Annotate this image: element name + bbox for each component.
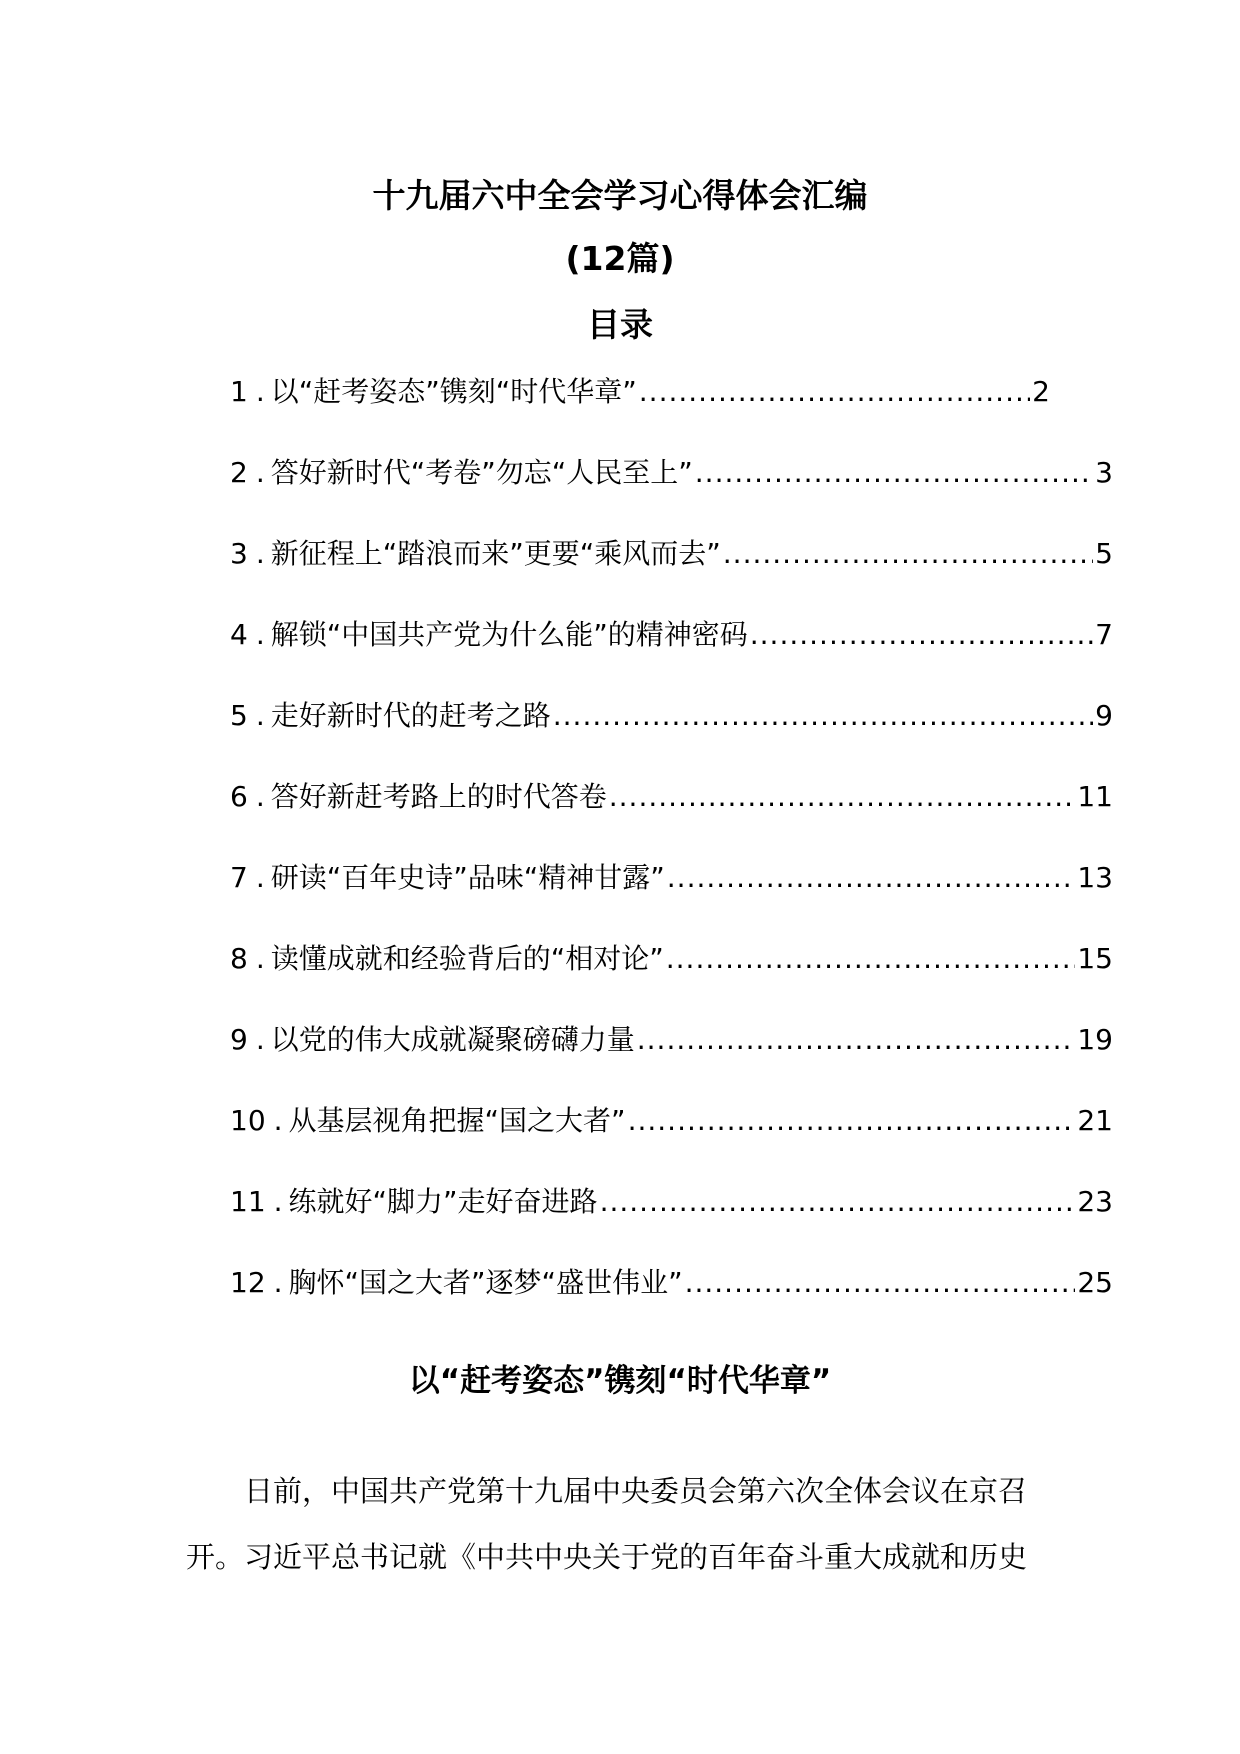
- toc-item-number: 7: [230, 861, 248, 894]
- toc-dot-leader: [600, 1182, 1076, 1222]
- toc-item-number: 1: [230, 375, 248, 408]
- toc-dot-leader: [667, 858, 1076, 898]
- toc-item-title: 研读“百年史诗”品味“精神甘露”: [270, 861, 665, 894]
- toc-dot-leader: [628, 1101, 1076, 1141]
- body-paragraph: [186, 1458, 1066, 1590]
- toc-item-page: 19: [1077, 1023, 1113, 1056]
- toc-item-page: 9: [1095, 699, 1113, 732]
- toc-item-page: 7: [1095, 618, 1113, 651]
- toc-item[interactable]: 6 . 答好新赶考路上的时代答卷 ..... 11: [230, 777, 1113, 858]
- toc-item-number: 10: [230, 1104, 266, 1137]
- toc-item-title: 答好新赶考路上的时代答卷: [270, 780, 607, 813]
- toc-item-title: 读懂成就和经验背后的“相对论”: [270, 942, 664, 975]
- toc-item[interactable]: 5 . 走好新时代的赶考之路 ..... 9: [230, 696, 1113, 777]
- toc-item-page: 25: [1077, 1266, 1113, 1299]
- paragraph-line: 日前，中国共产党第十九届中央委员会第六次全体会议在京召: [244, 1474, 1028, 1508]
- toc-item-title: 练就好“脚力”走好奋进路: [288, 1185, 598, 1218]
- document-subtitle: (12篇): [565, 239, 675, 278]
- toc-item[interactable]: 4 . 解锁“中国共产党为什么能”的精神密码 ..... 7: [230, 615, 1113, 696]
- toc-item-number: 9: [230, 1023, 248, 1056]
- toc-item-number: 12: [230, 1266, 266, 1299]
- toc-item-number: 8: [230, 942, 248, 975]
- toc-item-title: 答好新时代“考卷”勿忘“人民至上”: [270, 456, 693, 489]
- toc-dot-leader: [750, 615, 1093, 655]
- toc-item[interactable]: 8 . 读懂成就和经验背后的“相对论” ..... 15: [230, 939, 1113, 1020]
- toc-dot-leader: [666, 939, 1076, 979]
- toc-item-number: 4: [230, 618, 248, 651]
- toc-item-page: 3: [1095, 456, 1113, 489]
- toc-item-number: 3: [230, 537, 248, 570]
- toc-item-page: 13: [1077, 861, 1113, 894]
- toc-item-page: 11: [1077, 780, 1113, 813]
- toc-item-title: 以党的伟大成就凝聚磅礴力量: [270, 1023, 635, 1056]
- toc-item[interactable]: 2 . 答好新时代“考卷”勿忘“人民至上” ..... 3: [230, 453, 1113, 534]
- toc-dot-leader: [723, 534, 1093, 574]
- toc-item-number: 6: [230, 780, 248, 813]
- toc-item[interactable]: 9 . 以党的伟大成就凝聚磅礴力量 ..... 19: [230, 1020, 1113, 1101]
- toc-dot-leader: [609, 777, 1076, 817]
- paragraph-line: 开。习近平总书记就《中共中央关于党的百年奋斗重大成就和历史: [186, 1540, 1028, 1574]
- toc-item[interactable]: 7 . 研读“百年史诗”品味“精神甘露” ..... 13: [230, 858, 1113, 939]
- toc-dot-leader: [685, 1263, 1076, 1303]
- toc-item[interactable]: 1 . 以“赶考姿态”镌刻“时代华章” ..... 2: [230, 372, 1050, 453]
- toc-item-page: 2: [1032, 375, 1050, 408]
- toc-item-title: 从基层视角把握“国之大者”: [288, 1104, 626, 1137]
- toc-item[interactable]: 11 . 练就好“脚力”走好奋进路 ..... 23: [230, 1182, 1113, 1263]
- toc-item-page: 21: [1077, 1104, 1113, 1137]
- toc-dot-leader: [695, 453, 1093, 493]
- toc-item-title: 以“赶考姿态”镌刻“时代华章”: [270, 375, 637, 408]
- toc-item-title: 胸怀“国之大者”逐梦“盛世伟业”: [288, 1266, 683, 1299]
- toc-item-title: 新征程上“踏浪而来”更要“乘风而去”: [270, 537, 721, 570]
- toc-item[interactable]: 10 . 从基层视角把握“国之大者” ..... 21: [230, 1101, 1113, 1182]
- toc-item-page: 5: [1095, 537, 1113, 570]
- toc-dot-leader: [639, 372, 1030, 412]
- toc-item-number: 11: [230, 1185, 266, 1218]
- toc-item[interactable]: 12 . 胸怀“国之大者”逐梦“盛世伟业” ..... 25: [230, 1263, 1113, 1344]
- table-of-contents: [230, 372, 1113, 1344]
- toc-item-page: 23: [1077, 1185, 1113, 1218]
- document-title: 十九届六中全会学习心得体会汇编: [372, 176, 868, 215]
- toc-dot-leader: [637, 1020, 1076, 1060]
- toc-item-number: 5: [230, 699, 248, 732]
- toc-item[interactable]: 3 . 新征程上“踏浪而来”更要“乘风而去” ..... 5: [230, 534, 1113, 615]
- toc-item-page: 15: [1077, 942, 1113, 975]
- toc-dot-leader: [553, 696, 1093, 736]
- toc-item-title: 解锁“中国共产党为什么能”的精神密码: [270, 618, 748, 651]
- toc-item-title: 走好新时代的赶考之路: [270, 699, 551, 732]
- section-title: 以“赶考姿态”镌刻“时代华章”: [408, 1363, 832, 1399]
- toc-heading: 目录: [587, 305, 653, 344]
- toc-item-number: 2: [230, 456, 248, 489]
